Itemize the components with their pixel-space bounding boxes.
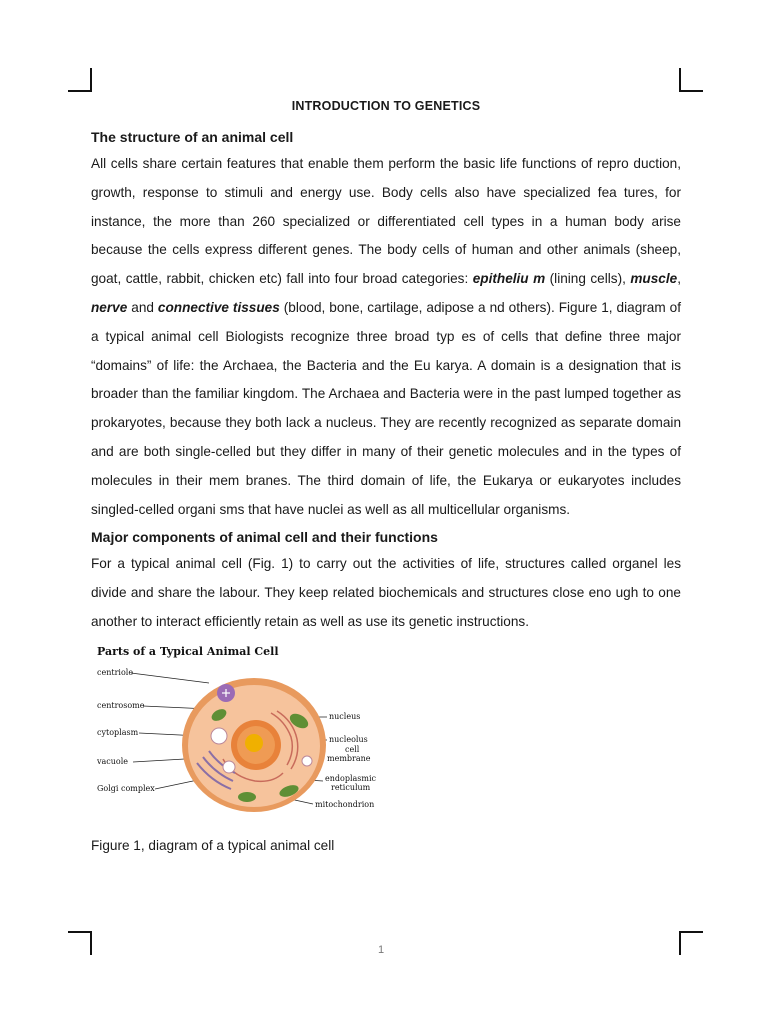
nucleolus-shape [245,734,263,752]
label-endoplasmic-reticulum-line2: reticulum [331,782,371,792]
paragraph-cell-structure [91,150,681,524]
label-vacuole: vacuole [97,756,129,766]
crop-mark-bottom-right [679,931,703,955]
label-endoplasmic-reticulum-line1: endoplasmic [325,773,377,783]
figure-title: Parts of a Typical Animal Cell [97,644,279,658]
label-mitochondrion: mitochondrion [315,799,375,809]
label-nucleus: nucleus [329,711,361,721]
crop-mark-top-left [68,68,92,92]
crop-mark-bottom-left [68,931,92,955]
paragraph-text: and [127,299,158,315]
label-cell-membrane-line2: membrane [327,753,371,763]
label-cytoplasm: cytoplasm [97,727,139,737]
section-heading-major-components: Major components of animal cell and their functions [91,529,438,546]
label-cell-membrane-line1: cell [345,744,360,754]
keyword-nerve: nerve [91,299,128,315]
paragraph-text: (blood, bone, cartilage, adipose a nd others). Figure 1, diagram of a typical animal cell Biologists recognize three broad typ es of cells that define three major “domains” of life: the Archaea, the Bacteria and the Eu karya. A domain is a designation that is broader than the familiar kingdom. The Archaea and Bacteria were in the past lumped together as prokaryotes, because they both lack a nucleus. They are recently recognized as separate domain and are both single-celled but they differ in many of their genetic molecules and in the types of molecules in their mem branes. The third domain of life, the Eukarya or eukaryotes includes singled-celled organi sms that have nuclei as well as all multicellular organisms. [91,299,681,517]
label-nucleolus: nucleolus [329,734,368,744]
page-number: 1 [378,944,385,956]
paragraph-text: All cells share certain features that enable them perform the basic life functions of repro duction, growth, response to stimuli and energy use. Body cells also have specialized fea tures, for instance, the more than 260 specialized or differentiated cell types in a human body arise because the cells express different genes. The body cells of human and other animals (sheep, goat, cattle, rabbit, chicken etc) fall into four broad categories: [91,156,681,287]
vacuole-shape [223,761,235,773]
keyword-connective-tissues: connective tissues [157,299,280,315]
vacuole-shape [302,756,312,766]
animal-cell-figure [91,641,377,831]
label-centrosome: centrosome [97,700,145,710]
paragraph-major-components: For a typical animal cell (Fig. 1) to carry out the activities of life, structures called organel les divide and share the labour. They keep related biochemicals and structures close eno ugh to one another to interact efficiently retain as well as use its genetic instructions. [91,556,681,629]
crop-mark-top-right [679,68,703,92]
label-centriole: centriole [97,667,134,677]
paragraph-text: (lining cells), [545,271,631,287]
section-heading-cell-structure: The structure of an animal cell [91,129,294,145]
document-title: INTRODUCTION TO GENETICS [291,99,481,113]
keyword-muscle: muscle [630,271,678,287]
vacuole-shape [211,728,227,744]
label-golgi-complex: Golgi complex [97,783,155,793]
document-page [91,96,681,857]
figure-caption: Figure 1, diagram of a typical animal cell [91,837,335,853]
keyword-epithelium: epitheliu m [472,271,546,287]
paragraph-text: , [677,271,681,287]
